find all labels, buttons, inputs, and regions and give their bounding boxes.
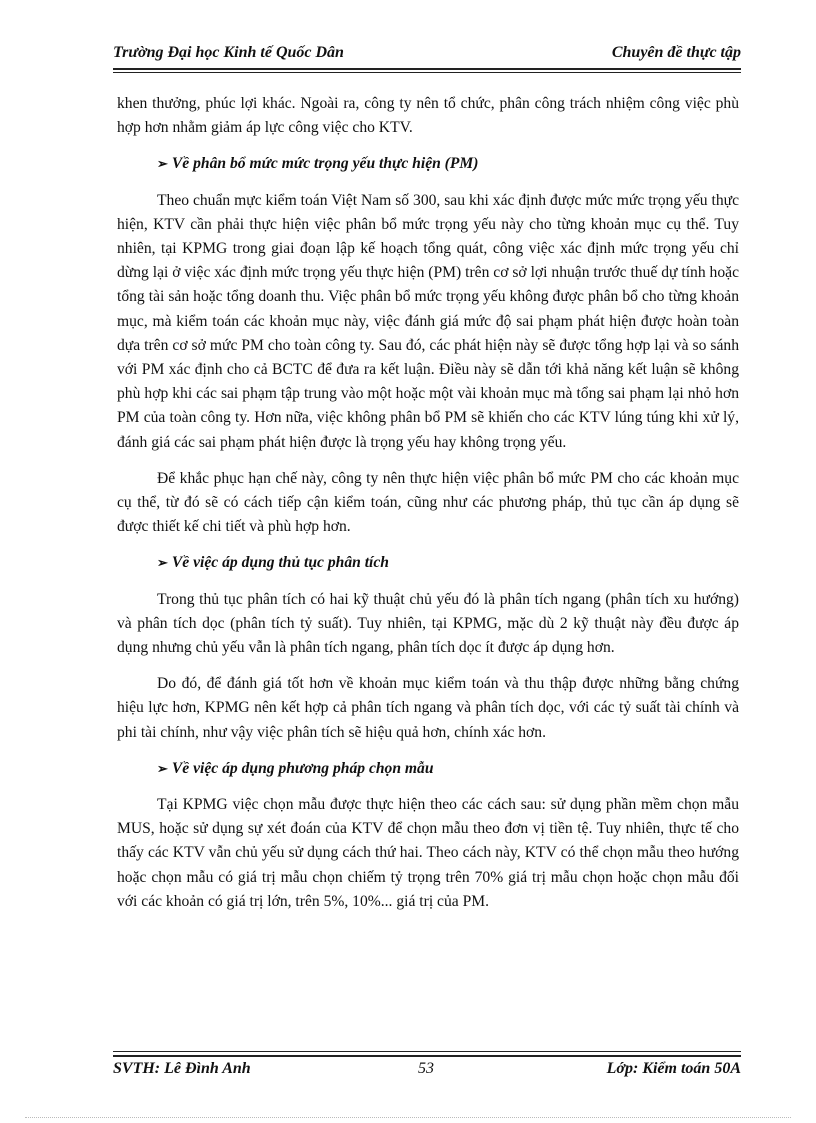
page-footer xyxy=(113,1060,741,1078)
section-heading xyxy=(117,551,739,575)
header-rule xyxy=(113,68,741,70)
paragraph: Trong thủ tục phân tích có hai kỹ thuật chủ yếu đó là phân tích ngang (phân tích xu hướng) và phân tích dọc (phân tích tỷ suất). Tuy nhiên, tại KPMG, mặc dù 2 kỹ thuật này đều được áp dụng nhưng chủ yếu vẫn là phân tích ngang, phân tích dọc ít được áp dụng hơn. xyxy=(117,590,739,657)
paragraph: Để khắc phục hạn chế này, công ty nên thực hiện việc phân bổ mức PM cho các khoản mục cụ thể, từ đó sẽ có cách tiếp cận kiểm toán, cũng như các phương pháp, thủ tục cần áp dụng sẽ được thiết kế chi tiết và phù hợp hơn. xyxy=(117,469,739,536)
section-heading-text: Về phân bổ mức mức trọng yếu thực hiện (PM) xyxy=(171,155,479,173)
header-rule-thin xyxy=(113,72,741,73)
page-edge-divider xyxy=(25,1117,791,1118)
page-header xyxy=(113,44,741,62)
footer-rule-thin xyxy=(113,1051,741,1052)
arrow-bullet-icon: ➢ xyxy=(157,555,168,571)
header-title: Chuyên đề thực tập xyxy=(611,44,741,61)
document-body xyxy=(117,92,739,914)
page-number: 53 xyxy=(418,1060,434,1077)
arrow-bullet-icon: ➢ xyxy=(157,156,168,172)
header-university: Trường Đại học Kinh tế Quốc Dân xyxy=(113,44,344,61)
footer-student: SVTH: Lê Đình Anh xyxy=(113,1060,251,1077)
paragraph: Do đó, để đánh giá tốt hơn về khoản mục kiểm toán và thu thập được những bằng chứng hiệu lực hơn, KPMG nên kết hợp cả phân tích ngang và phân tích dọc, với các tỷ suất tài chính và phi tài chính, như vậy việc phân tích sẽ hiệu quả hơn, chính xác hơn. xyxy=(117,675,739,741)
section-heading xyxy=(117,757,739,781)
paragraph: khen thưởng, phúc lợi khác. Ngoài ra, công ty nên tổ chức, phân công trách nhiệm công việc phù hợp hơn nhằm giảm áp lực công việc cho KTV. xyxy=(117,95,739,137)
footer-rule xyxy=(113,1055,741,1057)
paragraph: Theo chuẩn mực kiểm toán Việt Nam số 300, sau khi xác định được mức mức trọng yếu thực hiện, KTV cần phải thực hiện việc phân bổ mức trọng yếu này cho từng khoản mục cụ thể. Tuy nhiên, tại KPMG trong giai đoạn lập kế hoạch tổng quát, công việc xác định mức trọng yếu chỉ dừng lại ở việc xác định mức trọng yếu thực hiện (PM) trên cơ sở lợi nhuận trước thuế dự tính hoặc tổng tài sản hoặc tổng doanh thu. Việc phân bổ mức trọng yếu không được phân bổ cho từng khoản mục, mà kiểm toán các khoản mục này, việc đánh giá mức độ sai phạm phát hiện được hoàn toàn dựa trên cơ sở mức PM cho toàn công ty. Sau đó, các phát hiện này sẽ được tổng hợp lại và so sánh với PM xác định cho cả BCTC để đưa ra kết luận. Điều này sẽ dẫn tới khả năng kết luận sẽ không phù hợp khi các sai phạm tập trung vào một hoặc một vài khoản mục mà tổng sai phạm lại nhỏ hơn PM của toàn công ty. Hơn nữa, việc không phân bổ PM sẽ khiến cho các KTV lúng túng khi xử lý, đánh giá các sai phạm phát hiện được là trọng yếu hay không trọng yếu. xyxy=(117,191,739,451)
footer-class: Lớp: Kiểm toán 50A xyxy=(606,1060,741,1077)
paragraph: Tại KPMG việc chọn mẫu được thực hiện theo các cách sau: sử dụng phần mềm chọn mẫu MUS, hoặc sử dụng sự xét đoán của KTV để chọn mẫu theo đơn vị tiền tệ. Tuy nhiên, thực tế cho thấy các KTV vẫn chủ yếu sử dụng cách thứ hai. Theo cách này, KTV có thể chọn mẫu theo hướng hoặc chọn mẫu có giá trị mẫu chọn chiếm tỷ trọng trên 70% giá trị mẫu chọn hoặc chọn mẫu đối với các khoản có giá trị lớn, trên 5%, 10%... giá trị của PM. xyxy=(117,796,739,910)
section-heading xyxy=(117,152,739,176)
arrow-bullet-icon: ➢ xyxy=(157,760,168,776)
section-heading-text: Về việc áp dụng phương pháp chọn mẫu xyxy=(171,759,434,777)
section-heading-text: Về việc áp dụng thủ tục phân tích xyxy=(171,554,389,572)
